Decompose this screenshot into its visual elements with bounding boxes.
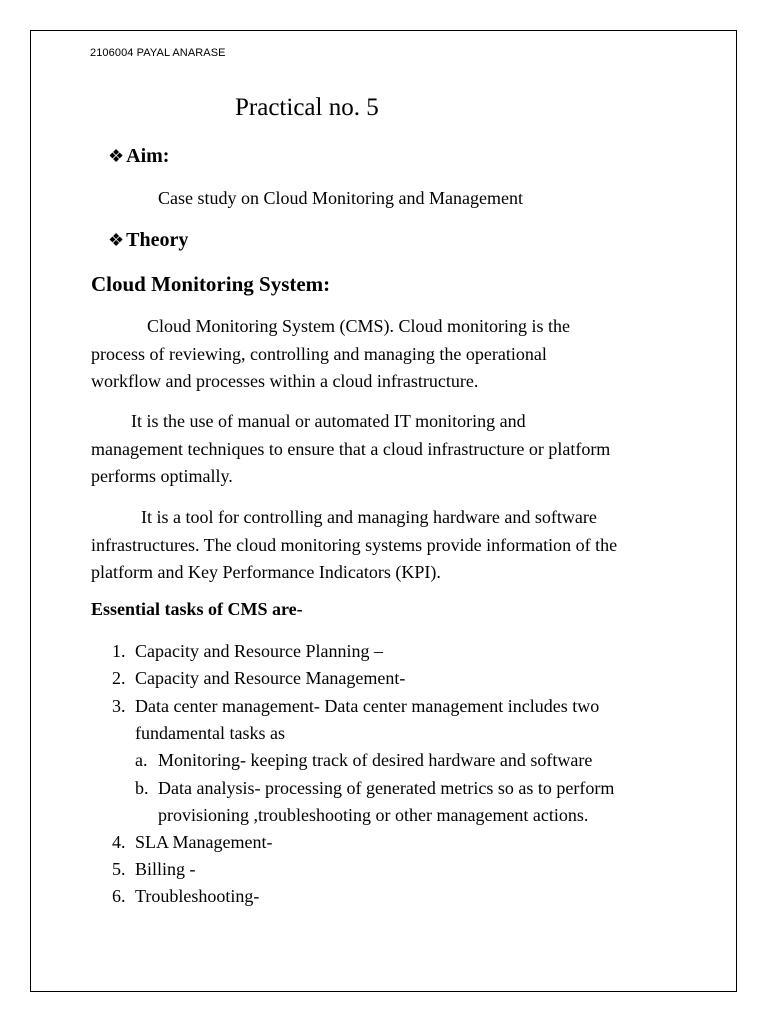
paragraph-line: performs optimally. (91, 466, 233, 486)
list-letter: a. (135, 750, 148, 770)
page-title: Practical no. 5 (235, 94, 379, 121)
list-item-text: Data center management- Data center management includes two (135, 696, 600, 716)
aim-text: Case study on Cloud Monitoring and Management (158, 188, 523, 208)
tasks-heading: Essential tasks of CMS are- (91, 599, 303, 619)
paragraph-3 (91, 504, 691, 587)
diamond-bullet-icon: ❖ (108, 230, 125, 250)
paragraph-2 (91, 408, 691, 491)
paragraph-line: It is the use of manual or automated IT monitoring and (131, 411, 526, 431)
paragraph-line: workflow and processes within a cloud infrastructure. (91, 371, 479, 391)
aim-heading-label: Aim: (126, 145, 170, 167)
paragraph-line: It is a tool for controlling and managing hardware and software (141, 507, 597, 527)
list-number: 1. (112, 641, 126, 661)
list-item (112, 641, 126, 662)
list-item-text: Capacity and Resource Planning – (135, 641, 383, 661)
paragraph-line: platform and Key Performance Indicators (KPI). (91, 562, 441, 582)
list-item-text: Monitoring- keeping track of desired hardware and software (158, 750, 593, 770)
list-item-continuation: provisioning ,troubleshooting or other management actions. (158, 805, 589, 825)
list-item-text: Data analysis- processing of generated metrics so as to perform (158, 778, 615, 798)
list-item-text: Capacity and Resource Management- (135, 668, 406, 688)
paragraph-line: process of reviewing, controlling and managing the operational (91, 343, 547, 364)
aim-heading (108, 145, 169, 168)
paragraph-line: management techniques to ensure that a cloud infrastructure or platform (91, 438, 611, 459)
list-item-text: Billing - (135, 859, 196, 879)
list-letter: b. (135, 778, 149, 798)
list-item-text: SLA Management- (135, 832, 273, 852)
theory-heading-label: Theory (126, 229, 189, 251)
list-number: 6. (112, 886, 126, 906)
paragraph-line: infrastructures. The cloud monitoring systems provide information of the (91, 534, 618, 555)
paragraph-line: Cloud Monitoring System (CMS). Cloud monitoring is the (147, 316, 571, 336)
theory-heading (108, 229, 188, 252)
diamond-bullet-icon: ❖ (108, 146, 125, 166)
list-item-text: Troubleshooting- (135, 886, 260, 906)
list-number: 2. (112, 668, 126, 688)
section-heading: Cloud Monitoring System: (91, 272, 331, 296)
list-number: 3. (112, 696, 126, 716)
list-number: 4. (112, 832, 126, 852)
list-item-continuation: fundamental tasks as (135, 723, 285, 743)
author-header: 2106004 PAYAL ANARASE (90, 47, 226, 59)
paragraph-1 (91, 313, 691, 396)
list-number: 5. (112, 859, 126, 879)
